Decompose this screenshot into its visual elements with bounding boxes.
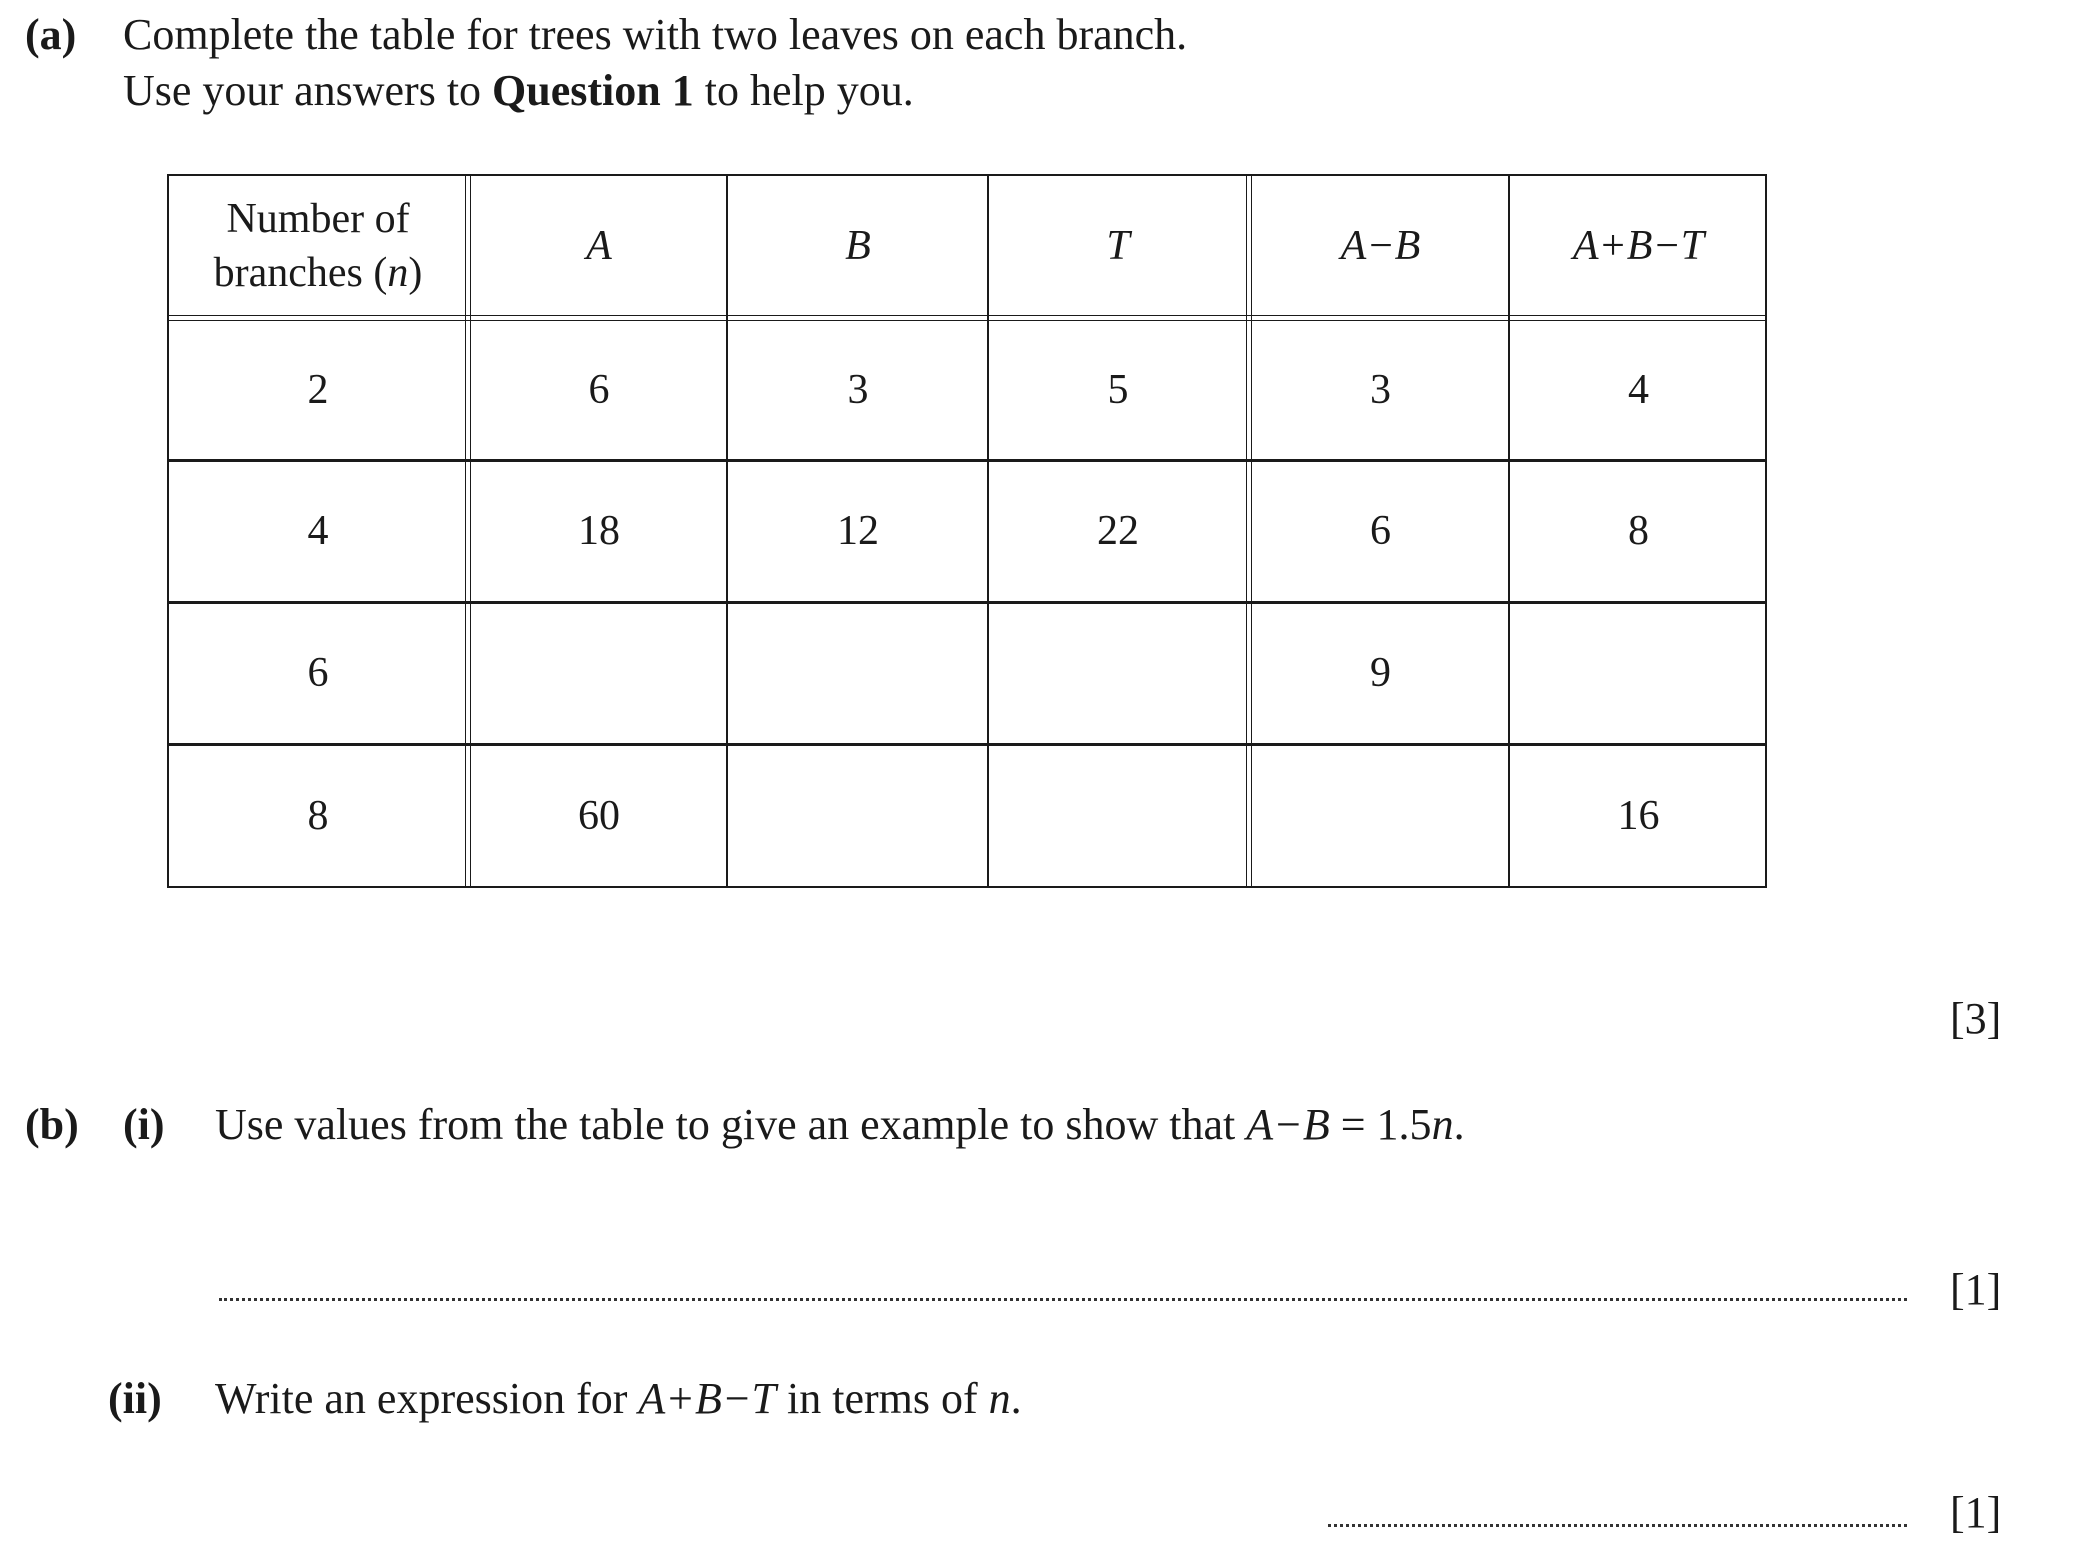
table-cell: 4 [307,508,329,554]
table-cell-answer[interactable] [1252,745,1509,887]
table-cell: 22 [1097,508,1139,554]
part-b-ii-label: (ii) [108,1374,162,1423]
part-b-ii-marks: [1] [1950,1488,2002,1537]
table-cell: 8 [1628,508,1649,554]
header-a: A [586,223,612,269]
table-cell: 60 [578,793,620,839]
table-cell: 8 [307,793,329,839]
table-cell-answer[interactable] [989,745,1247,887]
table-cell-answer[interactable] [1510,603,1767,743]
header-a-plus-b-minus-t: A+B−T [1572,223,1705,269]
table-cell: 3 [847,367,869,413]
header-a-minus-b: A−B [1340,223,1421,269]
table-cell: 16 [1617,793,1660,839]
table-cell: 6 [588,367,610,413]
part-b-i-label: (i) [123,1100,165,1149]
table-cell: 4 [1628,367,1649,413]
table-cell: 6 [1370,508,1391,554]
part-b-ii-question: Write an expression for A+B−T in terms of n. [215,1374,1022,1423]
part-b-i-question: Use values from the table to give an example to show that A−B = 1.5n. [215,1100,1465,1149]
results-table [167,174,1767,888]
part-a-instruction-line1: Complete the table for trees with two leaves on each branch. [123,10,1188,59]
table-cell-answer[interactable] [471,603,727,743]
table-cell: 5 [1107,367,1129,413]
part-a-marks: [3] [1950,994,2002,1043]
table-cell: 2 [307,367,329,413]
table-cell-answer[interactable] [728,603,988,743]
table-cell: 9 [1370,650,1391,696]
table-cell-answer[interactable] [989,603,1247,743]
header-branches: Number of branches (n) [213,196,423,296]
table-cell: 6 [307,650,329,696]
part-b-i-marks: [1] [1950,1265,2002,1314]
answer-line-b-ii[interactable] [1328,1524,1907,1527]
table-cell: 3 [1370,367,1391,413]
header-b: B [845,223,871,269]
table-cell: 12 [837,508,879,554]
table-cell: 18 [578,508,620,554]
part-a-instruction-line2: Use your answers to Question 1 to help you. [123,66,914,115]
question-reference: Question 1 [492,66,694,115]
part-b-label: (b) [25,1100,79,1149]
table-cell-answer[interactable] [728,745,988,887]
part-a-label: (a) [25,10,77,59]
answer-line-b-i[interactable] [219,1298,1907,1301]
header-t: T [1106,223,1130,269]
